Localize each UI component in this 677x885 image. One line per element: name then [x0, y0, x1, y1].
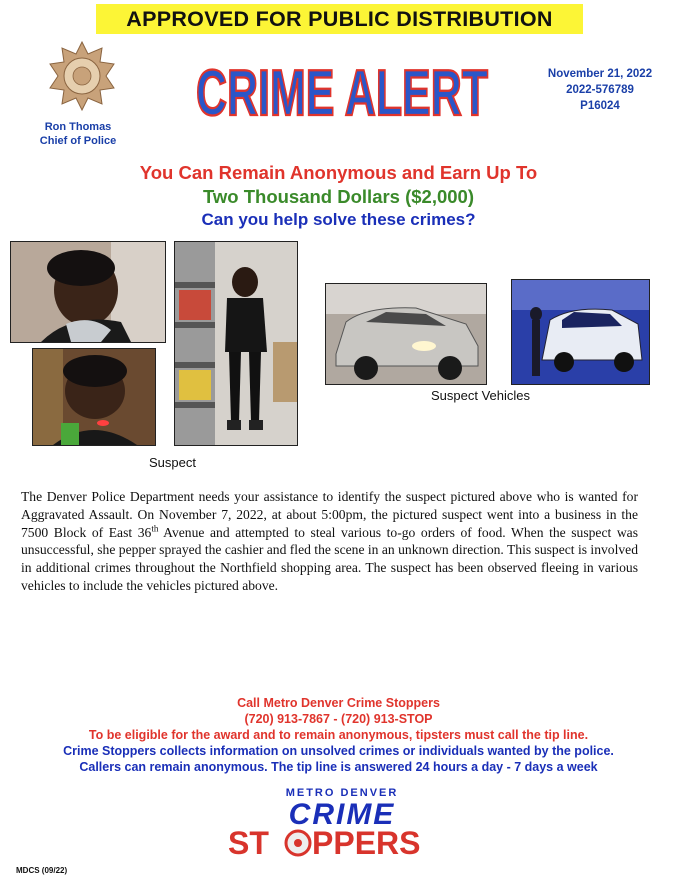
phone-numbers: (720) 913-7867 - (720) 913-STOP [244, 712, 433, 726]
description-part-2: Avenue and attempted to steal various to-go orders of food. When the suspect was unsuccessful, she pepper sprayed the cashier and fled the scene in an unknown direction. This suspect is involved in additional crimes throughout the Northfield shopping area. The suspect has been observed fleeing in various vehicles to include the vehicles pictured above. [21, 524, 638, 593]
crime-stoppers-contact [0, 695, 677, 743]
suspect-label: Suspect [149, 455, 196, 470]
crime-alert-title [192, 50, 492, 120]
crime-stoppers-logo [222, 782, 462, 858]
crime-stoppers-info [0, 743, 677, 775]
headline-reward: Two Thousand Dollars ($2,000) [202, 186, 475, 207]
crime-alert-text: CRIME ALERT [195, 56, 489, 120]
svg-text:CRIME: CRIME [288, 798, 396, 831]
chief-name: Ron Thomas [44, 121, 112, 133]
vehicle-photo-2 [511, 279, 650, 385]
call-line: Call Metro Denver Crime Stoppers [237, 696, 440, 710]
vehicles-label: Suspect Vehicles [431, 388, 531, 403]
distribution-banner: APPROVED FOR PUBLIC DISTRIBUTION [96, 4, 583, 34]
headline-anonymous: You Can Remain Anonymous and Earn Up To [139, 162, 538, 183]
chief-title: Chief of Police [39, 135, 117, 147]
incident-description [21, 488, 638, 595]
case-number: 2022-576789 [566, 84, 634, 96]
headline-question: Can you help solve these crimes? [201, 210, 476, 229]
suspect-photo-2 [32, 348, 156, 446]
vehicle-photo-1 [325, 283, 487, 385]
case-info [545, 66, 655, 114]
case-id: P16024 [580, 100, 620, 112]
form-code: MDCS (09/22) [16, 866, 68, 875]
svg-text:ST: ST [228, 825, 269, 858]
svg-text:PPERS: PPERS [312, 825, 421, 858]
description-superscript: th [151, 523, 159, 534]
svg-text:METRO DENVER: METRO DENVER [285, 787, 399, 799]
suspect-photo-1 [10, 241, 166, 343]
suspect-photo-3 [174, 241, 298, 446]
denver-police-badge-icon [46, 40, 118, 112]
chief-info [10, 120, 146, 148]
info-line-1: Crime Stoppers collects information on unsolved crimes or individuals wanted by the police. [63, 744, 614, 758]
description-part-1: The Denver Police Department needs your assistance to identify the suspect pictured above who is wanted for Aggravated Assault. On November 7, 2022, at about 5:00pm, the pictured suspect went into a business in the 7500 Block of East 36 [21, 489, 638, 540]
eligibility-line: To be eligible for the award and to remain anonymous, tipsters must call the tip line. [88, 728, 589, 742]
info-line-2: Callers can remain anonymous. The tip line is answered 24 hours a day - 7 days a week [79, 760, 598, 774]
case-date: November 21, 2022 [547, 68, 653, 80]
